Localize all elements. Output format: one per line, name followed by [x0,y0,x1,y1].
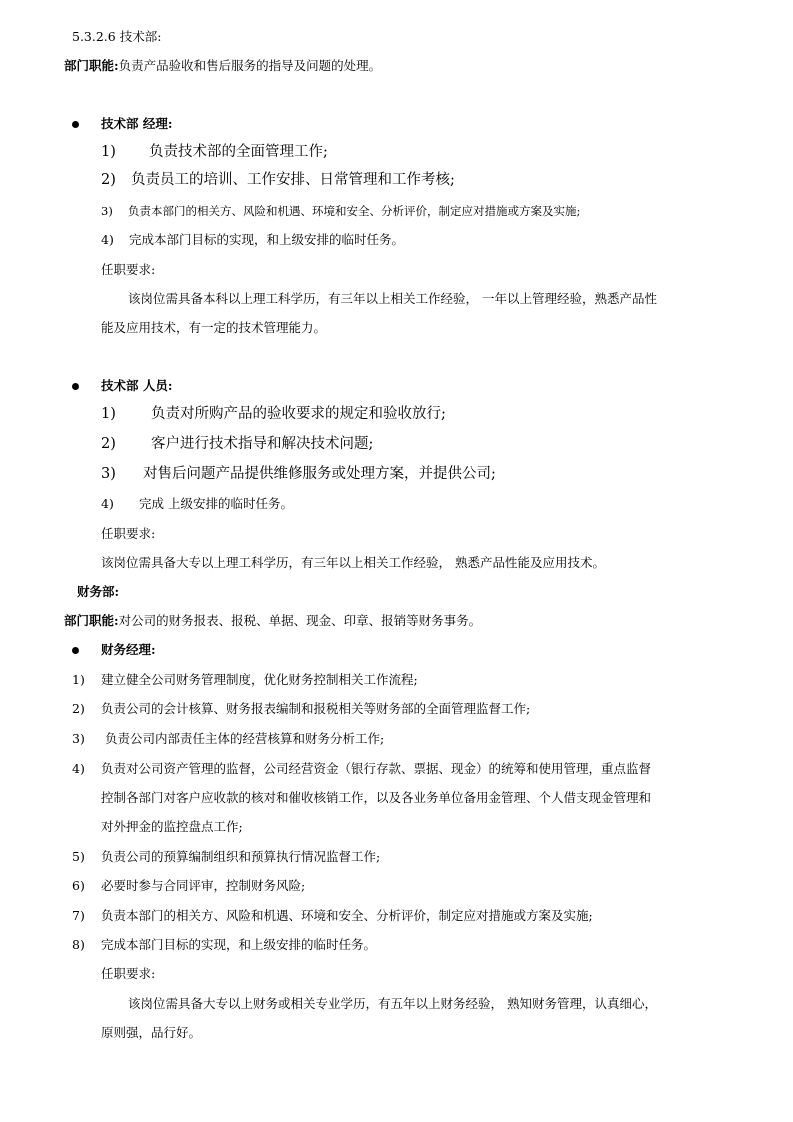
finance-req-text-1: 该岗位需具备大专以上财务或相关专业学历，有五年以上财务经验， 熟知财务管理，认真细心， [128,996,657,1011]
tech-function-row [64,58,381,74]
function-label: 部门职能: [64,58,119,73]
finance-duty-4-cont-1: 控制各部门对客户应收款的核对和催收核销工作，以及各业务单位备用金管理、个人借支现金管理和 [101,790,652,805]
tech-manager-title: 技术部 经理: [101,116,173,131]
tech-staff-req-label: 任职要求: [101,526,156,541]
function-text: 对公司的财务报表、报税、单据、现金、印章、报销等财务事务。 [118,613,482,628]
finance-duty-1: 1) 建立健全公司财务管理制度，优化财务控制相关工作流程; [72,672,418,687]
tech-staff-duty-1: 1) 负责对所购产品的验收要求的规定和验收放行; [101,406,446,422]
tech-manager-req-label: 任职要求: [101,262,156,277]
finance-duty-4-cont-2: 对外押金的监控盘点工作; [101,819,243,834]
tech-staff-duty-4: 4) 完成 上级安排的临时任务。 [101,496,293,511]
finance-duty-7: 7) 负责本部门的相关方、风险和机遇、环境和安全、分析评价，制定应对措施或方案及实施; [72,908,593,923]
tech-manager-duty-1: 1) 负责技术部的全面管理工作; [101,144,328,160]
tech-manager-duty-4: 4) 完成本部门目标的实现，和上级安排的临时任务。 [101,232,405,247]
finance-duty-4: 4) 负责对公司资产管理的监督，公司经营资金（银行存款、票据、现金）的统筹和使用管理，重点监督 [72,761,652,776]
tech-staff-req-text: 该岗位需具备大专以上理工科学历，有三年以上相关工作经验， 熟悉产品性能及应用技术。 [101,555,605,570]
tech-manager-req-text-2: 能及应用技术，有一定的技术管理能力。 [101,320,327,335]
finance-duty-2: 2) 负责公司的会计核算、财务报表编制和报税相关等财务部的全面管理监督工作; [72,701,531,716]
function-text: 负责产品验收和售后服务的指导及问题的处理。 [118,58,382,73]
finance-duty-5: 5) 负责公司的预算编制组织和预算执行情况监督工作; [72,849,381,864]
finance-req-label: 任职要求: [101,966,156,981]
section-heading-finance: 财务部: [77,584,120,599]
finance-duty-6: 6) 必要时参与合同评审，控制财务风险; [72,878,306,893]
tech-staff-title: 技术部 人员: [101,378,173,393]
finance-duty-3: 3) 负责公司内部责任主体的经营核算和财务分析工作; [72,731,385,746]
finance-req-text-2: 原则强，品行好。 [101,1025,202,1040]
bullet-icon [72,383,79,390]
section-heading-tech: 5.3.2.6 技术部: [72,29,162,44]
tech-manager-duty-2: 2) 负责员工的培训、工作安排、日常管理和工作考核; [101,172,455,188]
bullet-icon [72,121,79,128]
finance-duty-8: 8) 完成本部门目标的实现，和上级安排的临时任务。 [72,937,377,952]
tech-staff-duty-3: 3) 对售后问题产品提供维修服务或处理方案，并提供公司; [101,466,496,482]
finance-function-row [64,613,481,629]
finance-manager-title: 财务经理: [101,642,156,657]
function-label: 部门职能: [64,613,119,628]
tech-manager-req-text-1: 该岗位需具备本科以上理工科学历，有三年以上相关工作经验， 一年以上管理经验，熟悉产品性 [128,291,657,306]
bullet-icon [72,647,79,654]
tech-staff-duty-2: 2) 客户进行技术指导和解决技术问题; [101,436,374,452]
tech-manager-duty-3: 3) 负责本部门的相关方、风险和机遇、环境和安全、分析评价，制定应对措施或方案及实施; [101,204,581,218]
